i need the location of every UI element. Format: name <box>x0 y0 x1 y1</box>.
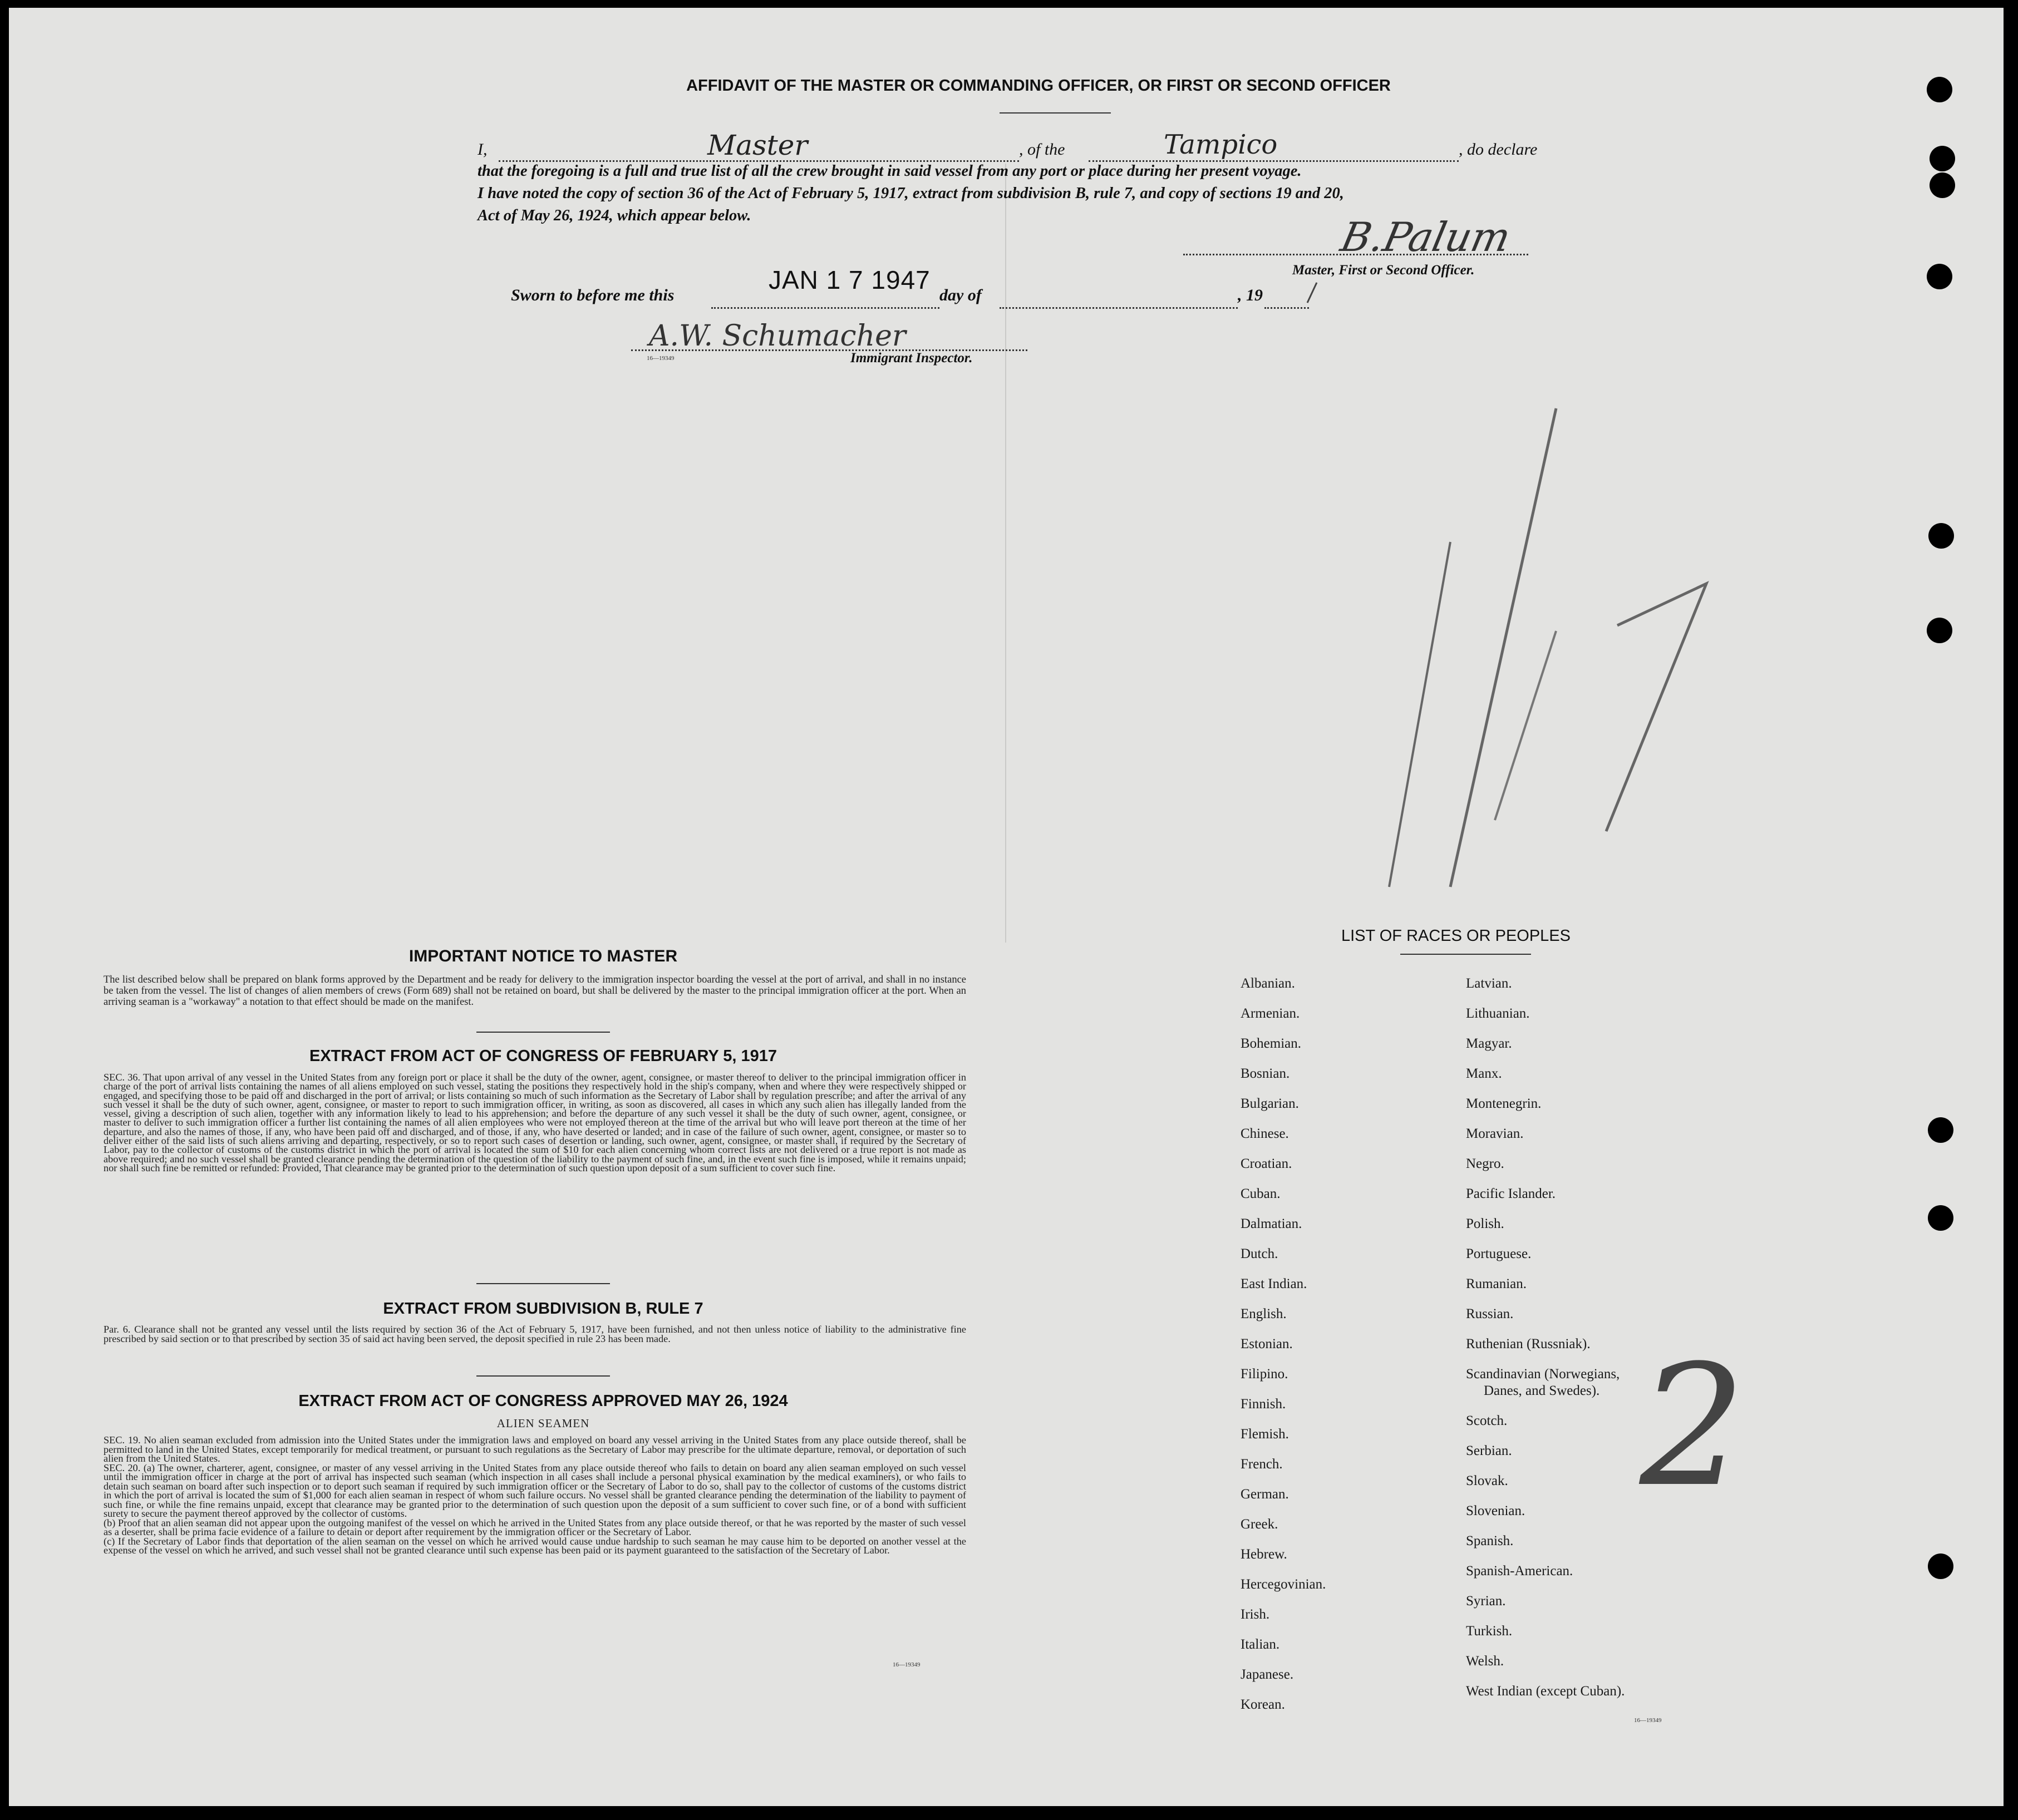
race-item: East Indian. <box>1241 1276 1307 1291</box>
races-column-2 <box>1466 976 1755 1714</box>
race-item: Russian. <box>1466 1306 1514 1321</box>
race-item: Turkish. <box>1466 1624 1513 1639</box>
extract-1924-subtitle: ALIEN SEAMEN <box>496 1417 590 1430</box>
race-item: Lithuanian. <box>1466 1006 1530 1021</box>
master-name-value: Master <box>707 129 808 161</box>
race-item: Spanish-American. <box>1466 1563 1573 1579</box>
race-item: Magyar. <box>1466 1036 1512 1051</box>
race-item: Spanish. <box>1466 1533 1514 1548</box>
inspector-signature-line <box>631 331 1027 351</box>
extract-1917-title: EXTRACT FROM ACT OF CONGRESS OF FEBRUARY 5, 1917 <box>309 1047 777 1065</box>
race-item: Slovak. <box>1466 1473 1508 1488</box>
mark-stroke-3 <box>1495 631 1556 820</box>
race-item: Danes, and Swedes). <box>1484 1383 1600 1398</box>
affidavit-line1-suffix: , do declare <box>1459 140 1538 159</box>
race-item: Syrian. <box>1466 1594 1506 1609</box>
fold-line <box>1005 164 1006 943</box>
race-item: Estonian. <box>1241 1336 1293 1352</box>
race-item: French. <box>1241 1457 1283 1472</box>
binder-hole <box>1928 1205 1953 1231</box>
race-item: Hercegovinian. <box>1241 1577 1326 1592</box>
races-title-rule <box>1400 954 1531 955</box>
race-item: Serbian. <box>1466 1443 1512 1458</box>
race-item: Cuban. <box>1241 1186 1281 1201</box>
binder-hole <box>1927 264 1952 289</box>
notice-title: IMPORTANT NOTICE TO MASTER <box>408 947 678 965</box>
affidavit-line2: that the foregoing is a full and true list of all the crew brought in said vessel from any port or place during her present voyage. <box>478 162 1302 180</box>
sec20c-text: (c) If the Secretary of Labor finds that deportation of the alien seaman on the vessel on which he arrived would cause undue hardship to such seaman he may cause him to be deported on another vessel at the expense of the vessel on which he arrived, and such vessel shall not be granted clearance until such expense has been paid or its payment guaranteed to the satisfaction of the Secretary of Labor. <box>104 1535 966 1556</box>
vessel-name-value: Tampico <box>1164 129 1278 160</box>
race-item: Slovenian. <box>1466 1503 1525 1518</box>
race-item: Bosnian. <box>1241 1066 1290 1081</box>
affidavit-form-number: 16—19349 <box>647 355 675 362</box>
race-item: Chinese. <box>1241 1126 1289 1141</box>
race-item: Rumanian. <box>1466 1276 1527 1291</box>
race-item: Albanian. <box>1241 976 1295 991</box>
binder-hole <box>1928 523 1954 549</box>
race-item: English. <box>1241 1306 1287 1321</box>
race-item: West Indian (except Cuban). <box>1466 1684 1625 1699</box>
race-item: Portuguese. <box>1466 1246 1532 1261</box>
sworn-year-field <box>1264 289 1309 309</box>
races-form-number: 16—19349 <box>1634 1717 1662 1724</box>
races-title: LIST OF RACES OR PEOPLES <box>1341 927 1571 945</box>
race-item: Hebrew. <box>1241 1547 1287 1562</box>
race-item: Filipino. <box>1241 1367 1288 1382</box>
race-item: Manx. <box>1466 1066 1502 1081</box>
binder-hole <box>1927 618 1952 643</box>
mark-stroke-2 <box>1450 408 1556 887</box>
extract-1924-form-number: 16—19349 <box>893 1661 921 1668</box>
form-sheet <box>9 8 2004 1806</box>
sworn-month-field <box>1000 289 1238 309</box>
race-item: German. <box>1241 1487 1289 1502</box>
affidavit-line3: I have noted the copy of section 36 of the Act of February 5, 1917, extract from subdivision B, rule 7, and copy of sections 19 and 20, <box>478 185 1344 202</box>
race-item: Polish. <box>1466 1216 1504 1231</box>
extract-1917-rule <box>476 1283 610 1284</box>
race-item: Dutch. <box>1241 1246 1278 1261</box>
extract-rule7-body: Par. 6. Clearance shall not be granted any vessel until the lists required by section 36 of the Act of February 5, 1917, have been furnished, and not then unless notice of liability to the administrative fine prescribed by said section or to that prescribed by section 35 of said act having been served, the deposit specified in rule 23 has been made. <box>104 1324 966 1344</box>
binder-hole <box>1928 1117 1953 1143</box>
race-item: Dalmatian. <box>1241 1216 1302 1231</box>
master-signature-line <box>1183 248 1528 255</box>
race-item: Greek. <box>1241 1517 1278 1532</box>
extract-1924-title: EXTRACT FROM ACT OF CONGRESS APPROVED MAY 26, 1924 <box>298 1392 788 1410</box>
extract-rule7-rule <box>476 1375 610 1377</box>
affidavit-title: AFFIDAVIT OF THE MASTER OR COMMANDING OFFICER, OR FIRST OR SECOND OFFICER <box>686 77 1391 95</box>
master-signature: B.Palum <box>1337 214 1515 260</box>
race-item: Finnish. <box>1241 1397 1286 1412</box>
sworn-prefix: Sworn to before me this <box>511 286 675 304</box>
race-item: Croatian. <box>1241 1156 1292 1171</box>
race-item: Welsh. <box>1466 1654 1504 1669</box>
race-item: Armenian. <box>1241 1006 1300 1021</box>
race-item: Negro. <box>1466 1156 1504 1171</box>
notice-body: The list described below shall be prepared on blank forms approved by the Department and be ready for delivery to the immigration inspector boarding the vessel at the port of arrival, and shall in no instance be taken from the vessel. The list of changes of alien members of crews (Form 689) shall not be retained on board, but shall be delivered by the master to the principal immigration officer at the port. When an arriving seaman is a "workaway" a notation to that effect should be made on the manifest. <box>104 974 966 1008</box>
inspector-signature: A.W. Schumacher <box>649 319 906 353</box>
race-item: Scotch. <box>1466 1413 1508 1428</box>
extract-rule7-title: EXTRACT FROM SUBDIVISION B, RULE 7 <box>383 1300 703 1318</box>
binder-hole <box>1930 172 1955 198</box>
sec19-text: SEC. 19. No alien seaman excluded from admission into the United States under the immigration laws and employed on board any vessel arriving in the United States from any place outside thereof, shall be permitted to land in the United States, except temporarily for medical treatment, or pursuant to such regulations as the Secretary of Labor may prescribe for the ultimate departure, removal, or deportation of such alien from the United States. <box>104 1434 966 1464</box>
binder-hole <box>1930 146 1955 171</box>
sworn-mid: day of <box>939 286 982 304</box>
sworn-date-stamp: JAN 1 7 1947 <box>769 265 931 294</box>
affidavit-title-rule <box>1000 112 1111 114</box>
master-signature-caption: Master, First or Second Officer. <box>1292 263 1475 278</box>
affidavit-line1-mid: , of the <box>1019 140 1065 159</box>
race-item: Bohemian. <box>1241 1036 1302 1051</box>
inspector-caption: Immigrant Inspector. <box>850 351 973 366</box>
race-item: Italian. <box>1241 1637 1280 1652</box>
race-item: Ruthenian (Russniak). <box>1466 1336 1591 1352</box>
sworn-year: , 19 <box>1238 286 1263 304</box>
handwritten-mark-svg <box>1367 397 1756 898</box>
handwritten-number: 2 <box>1640 1329 1746 1523</box>
race-item: Scandinavian (Norwegians, <box>1466 1367 1620 1382</box>
race-item: Irish. <box>1241 1607 1270 1622</box>
notice-rule <box>476 1032 610 1033</box>
race-item: Montenegrin. <box>1466 1096 1542 1111</box>
race-item: Bulgarian. <box>1241 1096 1299 1111</box>
sec20a-text: SEC. 20. (a) The owner, charterer, agent, consignee, or master of any vessel arriving in the United States from any place outside thereof who fails to detain on board any alien seaman employed on such vessel until the immigration officer in charge at the port of arrival has inspected such seaman (which inspection in all cases shall include a personal physical examination by the medical examiners), or who fails to detain such seaman on board after such inspection or to deport such seaman if required by such immigration officer or the Secretary of Labor to do so, shall pay to the collector of customs of the customs district in which the port of arrival is located the sum of $1,000 for each alien seaman in respect of whom such failure occurs. No vessel shall be granted clearance pending the determination of the liability to payment of such fine, or while the fine remains unpaid, except that clearance may be granted prior to the determination of such question upon the deposit of a sum sufficient to cover such fine, or of a bond with sufficient surety to secure the payment thereof approved by the collector of customs. <box>104 1462 966 1519</box>
race-item: Japanese. <box>1241 1667 1294 1682</box>
race-item: Flemish. <box>1241 1427 1289 1442</box>
binder-hole <box>1928 1553 1953 1579</box>
affidavit-line4: Act of May 26, 1924, which appear below. <box>478 207 751 224</box>
race-item: Pacific Islander. <box>1466 1186 1556 1201</box>
mark-stroke-4 <box>1606 584 1706 831</box>
extract-1917-body: SEC. 36. That upon arrival of any vessel in the United States from any foreign port or place it shall be the duty of the owner, agent, consignee, or master thereof to deliver to the principal immigration officer in charge of the port of arrival lists containing the names of all aliens employed on such vessel, stating the positions they respectively hold in the ship's company, when and where they were respectively shipped or engaged, and specifying those to be paid off and discharged in the port of arrival; or lists containing so much of such information as the Secretary of Labor shall by regulation prescribe; and after the arrival of any such vessel it shall be the duty of such owner, agent, consignee, or master to report to such immigration officer, in writing, as soon as discovered, all cases in which any such alien has illegally landed from the vessel, giving a description of such alien, together with any information likely to lead to his apprehension; and before the departure of any such vessel it shall be the duty of such owner, agent, consignee, or master to deliver to such immigration officer a further list containing the names of all alien employees who were not employed thereon at the time of the arrival but who will leave port thereon at the time of her departure, and also the names of those, if any, who have been paid off and discharged, and of those, if any, who have deserted or landed; and in case of the failure of such owner, agent, consignee, or master so to deliver either of the said lists of such aliens arriving and departing, respectively, or so to report such cases of desertion or landing, such owner, agent, consignee, or master shall, if required by the Secretary of Labor, pay to the collector of customs of the customs district in which the port of arrival is located the sum of $10 for each alien concerning whom correct lists are not delivered or a true report is not made as above required; and no such vessel shall be granted clearance pending the determination of the question of the liability to the payment of such fine, and, in the event such fine is imposed, while it remains unpaid; nor shall such fine be remitted or refunded: Provided, That clearance may be granted prior to the determination of such question upon deposit of a sum sufficient to cover such fine. <box>104 1072 966 1173</box>
races-column-1 <box>1241 976 1452 1727</box>
affidavit-line1-prefix: I, <box>478 140 488 159</box>
race-item: Korean. <box>1241 1697 1285 1712</box>
binder-hole <box>1927 77 1952 102</box>
race-item: Moravian. <box>1466 1126 1524 1141</box>
mark-stroke-1 <box>1389 542 1450 887</box>
sec20b-text: (b) Proof that an alien seaman did not appear upon the outgoing manifest of the vessel on which he arrived in the United States from any place outside thereof, or that he was reported by the master of such vessel as a deserter, shall be prima facie evidence of a failure to detain or deport after requirement by the immigration officer or the Secretary of Labor. <box>104 1517 966 1537</box>
extract-1924-text <box>104 1436 966 1555</box>
race-item: Latvian. <box>1466 976 1512 991</box>
